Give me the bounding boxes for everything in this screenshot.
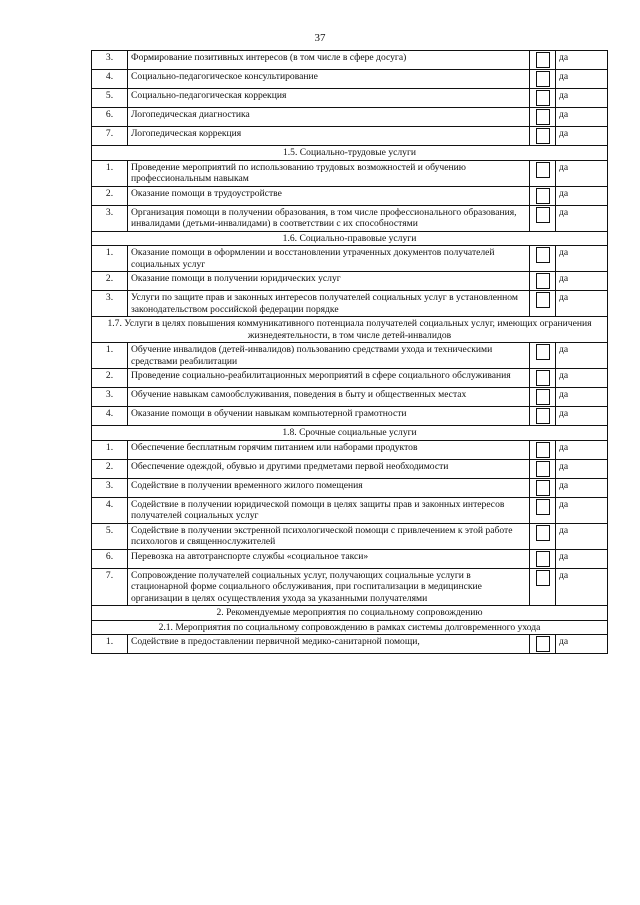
table-row (92, 497, 608, 523)
checkbox-cell (530, 272, 556, 291)
checkbox-cell (530, 108, 556, 127)
service-value: да (556, 478, 608, 497)
service-name: Проведение социально-реабилитационных мероприятий в сфере социального обслуживания (128, 369, 530, 388)
checkbox[interactable] (536, 207, 550, 223)
table-row (92, 246, 608, 272)
row-number: 6. (92, 549, 128, 568)
service-name: Содействие в получении юридической помощи в целях защиты прав и законных интересов получателей социальных услуг (128, 497, 530, 523)
checkbox[interactable] (536, 109, 550, 125)
service-name: Формирование позитивных интересов (в том числе в сфере досуга) (128, 51, 530, 70)
service-value: да (556, 549, 608, 568)
row-number: 2. (92, 459, 128, 478)
service-value: да (556, 51, 608, 70)
row-number: 2. (92, 369, 128, 388)
row-number: 3. (92, 478, 128, 497)
service-value: да (556, 343, 608, 369)
section-title: 2. Рекомендуемые мероприятия по социальному сопровождению (92, 606, 608, 621)
checkbox-cell (530, 186, 556, 205)
section-header (92, 620, 608, 635)
table-row (92, 291, 608, 317)
checkbox[interactable] (536, 461, 550, 477)
service-value: да (556, 108, 608, 127)
service-value: да (556, 160, 608, 186)
service-name: Социально-педагогическое консультирование (128, 70, 530, 89)
table-row (92, 89, 608, 108)
checkbox[interactable] (536, 273, 550, 289)
service-name: Обеспечение бесплатным горячим питанием или наборами продуктов (128, 440, 530, 459)
service-value: да (556, 459, 608, 478)
service-value: да (556, 272, 608, 291)
row-number: 2. (92, 272, 128, 291)
checkbox-cell (530, 291, 556, 317)
service-name: Проведение мероприятий по использованию трудовых возможностей и обучению профессиональным навыкам (128, 160, 530, 186)
table-row (92, 369, 608, 388)
checkbox-cell (530, 160, 556, 186)
services-table-body (92, 51, 608, 654)
service-value: да (556, 635, 608, 654)
row-number: 5. (92, 523, 128, 549)
checkbox-cell (530, 497, 556, 523)
table-row (92, 108, 608, 127)
section-header (92, 231, 608, 246)
row-number: 5. (92, 89, 128, 108)
service-value: да (556, 89, 608, 108)
service-name: Оказание помощи в получении юридических услуг (128, 272, 530, 291)
table-row (92, 70, 608, 89)
service-name: Оказание помощи в оформлении и восстановлении утраченных документов получателей социальных услуг (128, 246, 530, 272)
service-value: да (556, 186, 608, 205)
checkbox[interactable] (536, 52, 550, 68)
checkbox[interactable] (536, 480, 550, 496)
service-value: да (556, 440, 608, 459)
table-row (92, 478, 608, 497)
table-row (92, 343, 608, 369)
checkbox-cell (530, 51, 556, 70)
checkbox-cell (530, 459, 556, 478)
table-row (92, 205, 608, 231)
checkbox[interactable] (536, 128, 550, 144)
service-value: да (556, 70, 608, 89)
service-name: Оказание помощи в обучении навыкам компьютерной грамотности (128, 407, 530, 426)
section-title: 1.6. Социально-правовые услуги (92, 231, 608, 246)
checkbox[interactable] (536, 525, 550, 541)
service-name: Организация помощи в получении образования, в том числе профессионального образования, инвалидами (детьми-инвалидами) в соответствии с их способностями (128, 205, 530, 231)
checkbox[interactable] (536, 389, 550, 405)
service-value: да (556, 291, 608, 317)
section-title: 1.5. Социально-трудовые услуги (92, 146, 608, 161)
row-number: 3. (92, 291, 128, 317)
service-value: да (556, 127, 608, 146)
services-table (91, 50, 608, 654)
row-number: 1. (92, 635, 128, 654)
table-row (92, 160, 608, 186)
checkbox[interactable] (536, 636, 550, 652)
checkbox-cell (530, 549, 556, 568)
page-number: 37 (314, 32, 326, 44)
table-row (92, 51, 608, 70)
checkbox-cell (530, 246, 556, 272)
row-number: 1. (92, 160, 128, 186)
service-value: да (556, 369, 608, 388)
section-title: 1.7. Услуги в целях повышения коммуникативного потенциала получателей социальных услуг, имеющих ограничения жизнедеятельности, в том числе детей-инвалидов (92, 317, 608, 343)
service-name: Содействие в предоставлении первичной медико-санитарной помощи, (128, 635, 530, 654)
checkbox-cell (530, 205, 556, 231)
service-name: Социально-педагогическая коррекция (128, 89, 530, 108)
section-header (92, 606, 608, 621)
checkbox[interactable] (536, 408, 550, 424)
table-row (92, 459, 608, 478)
row-number: 3. (92, 388, 128, 407)
table-row (92, 127, 608, 146)
checkbox-cell (530, 523, 556, 549)
row-number: 3. (92, 205, 128, 231)
checkbox[interactable] (536, 370, 550, 386)
service-name: Перевозка на автотранспорте службы «социальное такси» (128, 549, 530, 568)
row-number: 1. (92, 440, 128, 459)
table-row (92, 635, 608, 654)
service-value: да (556, 497, 608, 523)
section-header (92, 317, 608, 343)
service-value: да (556, 388, 608, 407)
row-number: 3. (92, 51, 128, 70)
service-value: да (556, 246, 608, 272)
row-number: 1. (92, 246, 128, 272)
checkbox-cell (530, 127, 556, 146)
checkbox-cell (530, 407, 556, 426)
checkbox-cell (530, 478, 556, 497)
service-name: Обучение инвалидов (детей-инвалидов) пользованию средствами ухода и техническими средствами реабилитации (128, 343, 530, 369)
service-value: да (556, 523, 608, 549)
service-value: да (556, 407, 608, 426)
checkbox-cell (530, 388, 556, 407)
checkbox-cell (530, 440, 556, 459)
checkbox[interactable] (536, 551, 550, 567)
row-number: 7. (92, 568, 128, 606)
service-name: Сопровождение получателей социальных услуг, получающих социальные услуги в стационарной форме социального обслуживания, при госпитализации в медицинские организации в целях осуществления ухода за указанными получателями (128, 568, 530, 606)
checkbox-cell (530, 343, 556, 369)
service-name: Логопедическая коррекция (128, 127, 530, 146)
table-row (92, 388, 608, 407)
service-name: Содействие в получении экстренной психологической помощи с привлечением к этой работе психологов и священнослужителей (128, 523, 530, 549)
service-name: Логопедическая диагностика (128, 108, 530, 127)
table-row (92, 272, 608, 291)
checkbox-cell (530, 369, 556, 388)
section-title: 2.1. Мероприятия по социальному сопровождению в рамках системы долговременного ухода (92, 620, 608, 635)
table-row (92, 186, 608, 205)
service-value: да (556, 205, 608, 231)
checkbox[interactable] (536, 90, 550, 106)
row-number: 1. (92, 343, 128, 369)
service-name: Оказание помощи в трудоустройстве (128, 186, 530, 205)
checkbox[interactable] (536, 188, 550, 204)
checkbox-cell (530, 70, 556, 89)
checkbox[interactable] (536, 344, 550, 360)
section-header (92, 146, 608, 161)
row-number: 7. (92, 127, 128, 146)
checkbox-cell (530, 635, 556, 654)
service-name: Обеспечение одеждой, обувью и другими предметами первой необходимости (128, 459, 530, 478)
row-number: 4. (92, 407, 128, 426)
service-name: Обучение навыкам самообслуживания, поведения в быту и общественных местах (128, 388, 530, 407)
service-name: Услуги по защите прав и законных интересов получателей социальных услуг в установленном законодательством российской федерации порядке (128, 291, 530, 317)
table-row (92, 549, 608, 568)
row-number: 4. (92, 497, 128, 523)
checkbox[interactable] (536, 71, 550, 87)
service-value: да (556, 568, 608, 606)
row-number: 6. (92, 108, 128, 127)
table-row (92, 523, 608, 549)
checkbox[interactable] (536, 570, 550, 586)
table-row (92, 407, 608, 426)
checkbox[interactable] (536, 442, 550, 458)
table-row (92, 568, 608, 606)
table-row (92, 440, 608, 459)
checkbox[interactable] (536, 247, 550, 263)
section-title: 1.8. Срочные социальные услуги (92, 426, 608, 441)
section-header (92, 426, 608, 441)
checkbox[interactable] (536, 162, 550, 178)
service-name: Содействие в получении временного жилого помещения (128, 478, 530, 497)
row-number: 2. (92, 186, 128, 205)
checkbox-cell (530, 89, 556, 108)
row-number: 4. (92, 70, 128, 89)
checkbox[interactable] (536, 499, 550, 515)
checkbox-cell (530, 568, 556, 606)
checkbox[interactable] (536, 292, 550, 308)
